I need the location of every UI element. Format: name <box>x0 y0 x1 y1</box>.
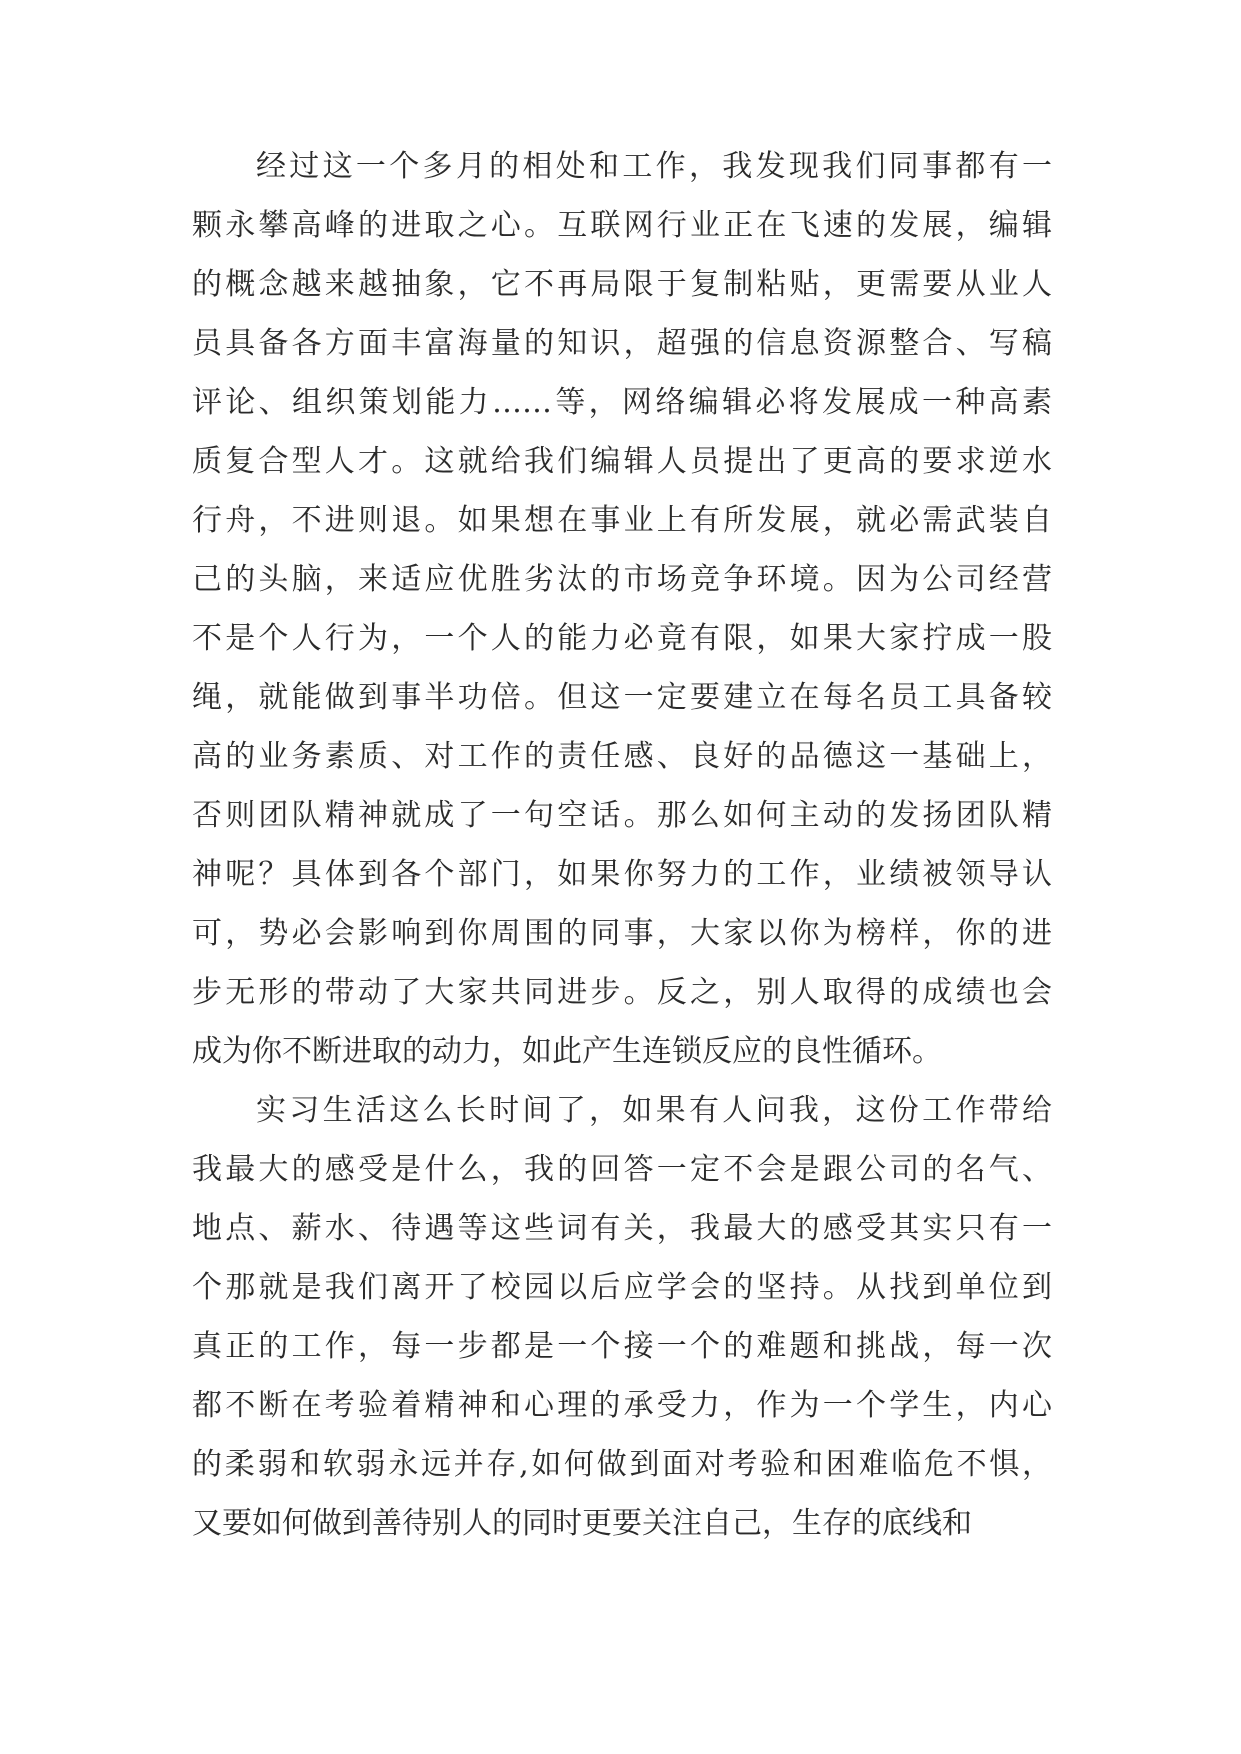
text-line: 又要如何做到善待别人的同时更要关注自己，生存的底线和 <box>192 1506 972 1541</box>
text-line: 评论、组织策划能力……等，网络编辑必将发展成一种高素 <box>192 385 1052 420</box>
text-line: 我最大的感受是什么，我的回答一定不会是跟公司的名气、 <box>192 1152 1052 1187</box>
text-line: 经过这一个多月的相处和工作，我发现我们同事都有一 <box>256 149 1052 184</box>
text-line: 实习生活这么长时间了，如果有人问我，这份工作带给 <box>256 1093 1052 1128</box>
text-line: 地点、薪水、待遇等这些词有关，我最大的感受其实只有一 <box>192 1211 1052 1246</box>
text-line: 员具备各方面丰富海量的知识，超强的信息资源整合、写稿 <box>192 326 1052 361</box>
text-line: 步无形的带动了大家共同进步。反之，别人取得的成绩也会 <box>192 975 1052 1010</box>
text-line: 否则团队精神就成了一句空话。那么如何主动的发扬团队精 <box>192 798 1052 833</box>
paragraph <box>192 1081 1052 1553</box>
text-line: 不是个人行为，一个人的能力必竟有限，如果大家拧成一股 <box>192 621 1052 656</box>
text-line: 绳，就能做到事半功倍。但这一定要建立在每名员工具备较 <box>192 680 1052 715</box>
text-line: 行舟，不进则退。如果想在事业上有所发展，就必需武装自 <box>192 503 1052 538</box>
text-line: 质复合型人才。这就给我们编辑人员提出了更高的要求逆水 <box>192 444 1052 479</box>
text-line: 己的头脑，来适应优胜劣汰的市场竞争环境。因为公司经营 <box>192 562 1052 597</box>
paragraph <box>192 137 1052 1081</box>
text-line: 颗永攀高峰的进取之心。互联网行业正在飞速的发展，编辑 <box>192 208 1052 243</box>
text-line: 高的业务素质、对工作的责任感、良好的品德这一基础上， <box>192 739 1052 774</box>
body-text <box>192 137 1052 1553</box>
text-line: 的柔弱和软弱永远并存,如何做到面对考验和困难临危不惧， <box>192 1447 1052 1482</box>
text-line: 神呢？具体到各个部门，如果你努力的工作，业绩被领导认 <box>192 857 1052 892</box>
text-line: 个那就是我们离开了校园以后应学会的坚持。从找到单位到 <box>192 1270 1052 1305</box>
text-line: 可，势必会影响到你周围的同事，大家以你为榜样，你的进 <box>192 916 1052 951</box>
text-line: 的概念越来越抽象，它不再局限于复制粘贴，更需要从业人 <box>192 267 1052 302</box>
text-line: 成为你不断进取的动力，如此产生连锁反应的良性循环。 <box>192 1034 942 1069</box>
text-line: 真正的工作，每一步都是一个接一个的难题和挑战，每一次 <box>192 1329 1052 1364</box>
text-line: 都不断在考验着精神和心理的承受力，作为一个学生，内心 <box>192 1388 1052 1423</box>
